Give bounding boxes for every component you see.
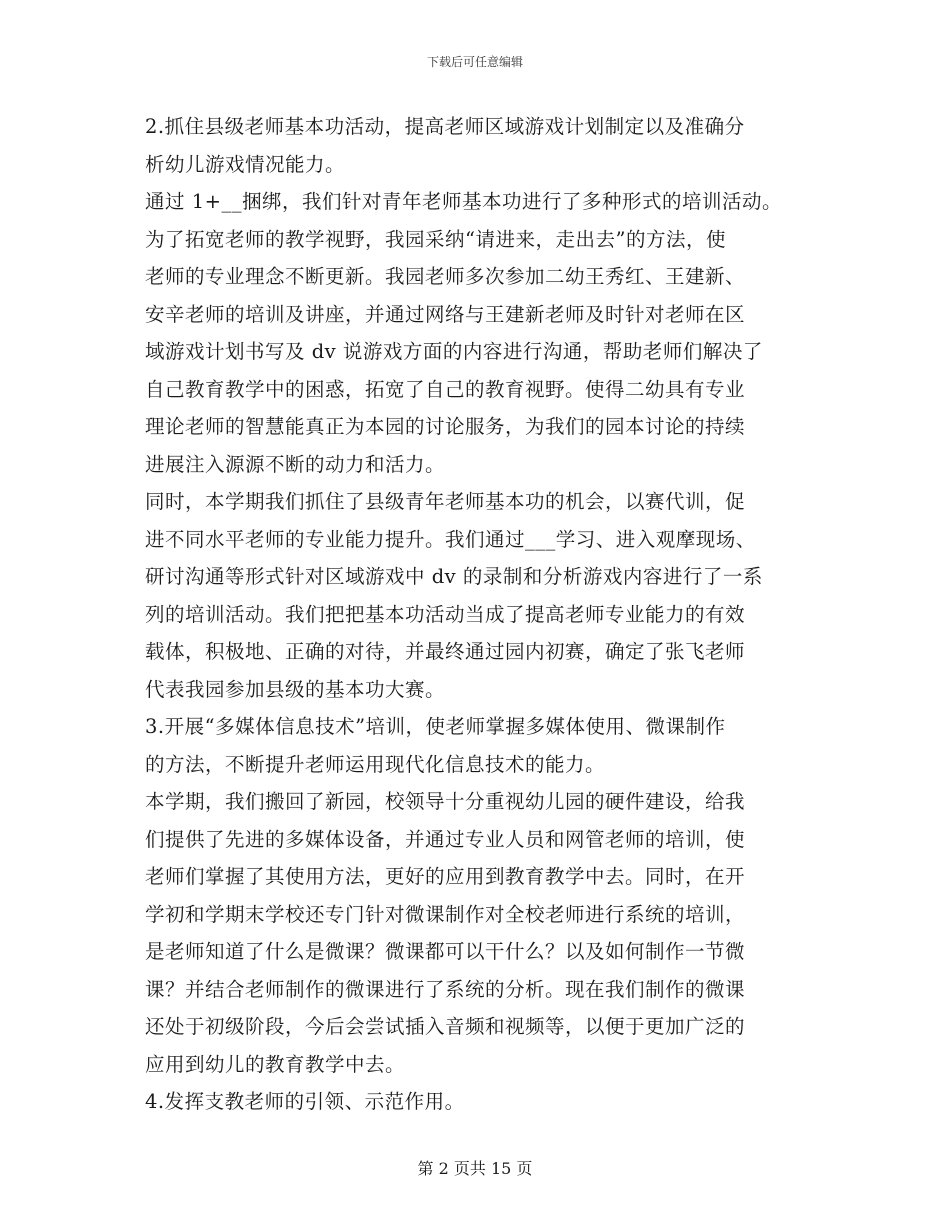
- text-line: 还处于初级阶段，今后会尝试插入音频和视频等，以便于更加广泛的: [145, 1015, 746, 1038]
- text-line: 进展注入源源不断的动力和活力。: [145, 452, 446, 476]
- text-line: 安辛老师的培训及讲座，并通过网络与王建新老师及时针对老师在区: [145, 302, 746, 326]
- text-line: 域游戏计划书写及 dv 说游戏方面的内容进行沟通，帮助老师们解决了: [145, 340, 763, 363]
- text-line: 本学期，我们搬回了新园，校领导十分重视幼儿园的硬件建设，给我: [145, 790, 746, 813]
- text-line: 代表我园参加县级的基本功大赛。: [145, 677, 446, 701]
- document-body: [145, 108, 825, 1121]
- text-line: 进不同水平老师的专业能力提升。我们通过___学习、进入观摩现场、: [145, 527, 756, 551]
- page-footer: 第 2 页共 15 页: [417, 1159, 533, 1178]
- text-line: 4.发挥支教老师的引领、示范作用。: [145, 1090, 465, 1113]
- text-line: 自己教育教学中的困惑，拓宽了自己的教育视野。使得二幼具有专业: [145, 377, 746, 401]
- text-line: 研讨沟通等形式针对区域游戏中 dv 的录制和分析游戏内容进行了一系: [145, 565, 763, 588]
- text-line: 同时，本学期我们抓住了县级青年老师基本功的机会，以赛代训，促: [145, 490, 746, 513]
- text-line: 们提供了先进的多媒体设备，并通过专业人员和网管老师的培训，使: [145, 827, 746, 851]
- text-line: 应用到幼儿的教育教学中去。: [145, 1052, 406, 1076]
- text-line: 理论老师的智慧能真正为本园的讨论服务，为我们的园本讨论的持续: [145, 415, 746, 438]
- text-line: 析幼儿游戏情况能力。: [145, 152, 346, 176]
- text-line: 老师的专业理念不断更新。我园老师多次参加二幼王秀红、王建新、: [145, 265, 746, 288]
- text-line: 载体，积极地、正确的对待，并最终通过园内初赛，确定了张飞老师: [145, 640, 746, 663]
- text-line: 老师们掌握了其使用方法，更好的应用到教育教学中去。同时，在开: [145, 865, 746, 888]
- text-line: 的方法，不断提升老师运用现代化信息技术的能力。: [145, 752, 606, 776]
- text-line: 列的培训活动。我们把把基本功活动当成了提高老师专业能力的有效: [145, 602, 746, 626]
- text-line: 课？并结合老师制作的微课进行了系统的分析。现在我们制作的微课: [145, 977, 746, 1001]
- text-line: 通过 1+__捆绑，我们针对青年老师基本功进行了多种形式的培训活动。: [145, 190, 782, 213]
- text-line: 3.开展“多媒体信息技术”培训，使老师掌握多媒体使用、微课制作: [145, 715, 726, 738]
- text-line: 为了拓宽老师的教学视野，我园采纳“请进来，走出去”的方法，使: [145, 227, 726, 251]
- text-line: 学初和学期末学校还专门针对微课制作对全校老师进行系统的培训，: [145, 902, 746, 926]
- text-line: 是老师知道了什么是微课？微课都可以干什么？以及如何制作一节微: [145, 940, 746, 963]
- text-line: 2.抓住县级老师基本功活动，提高老师区域游戏计划制定以及准确分: [145, 115, 745, 138]
- page-header: 下载后可任意编辑: [426, 55, 523, 69]
